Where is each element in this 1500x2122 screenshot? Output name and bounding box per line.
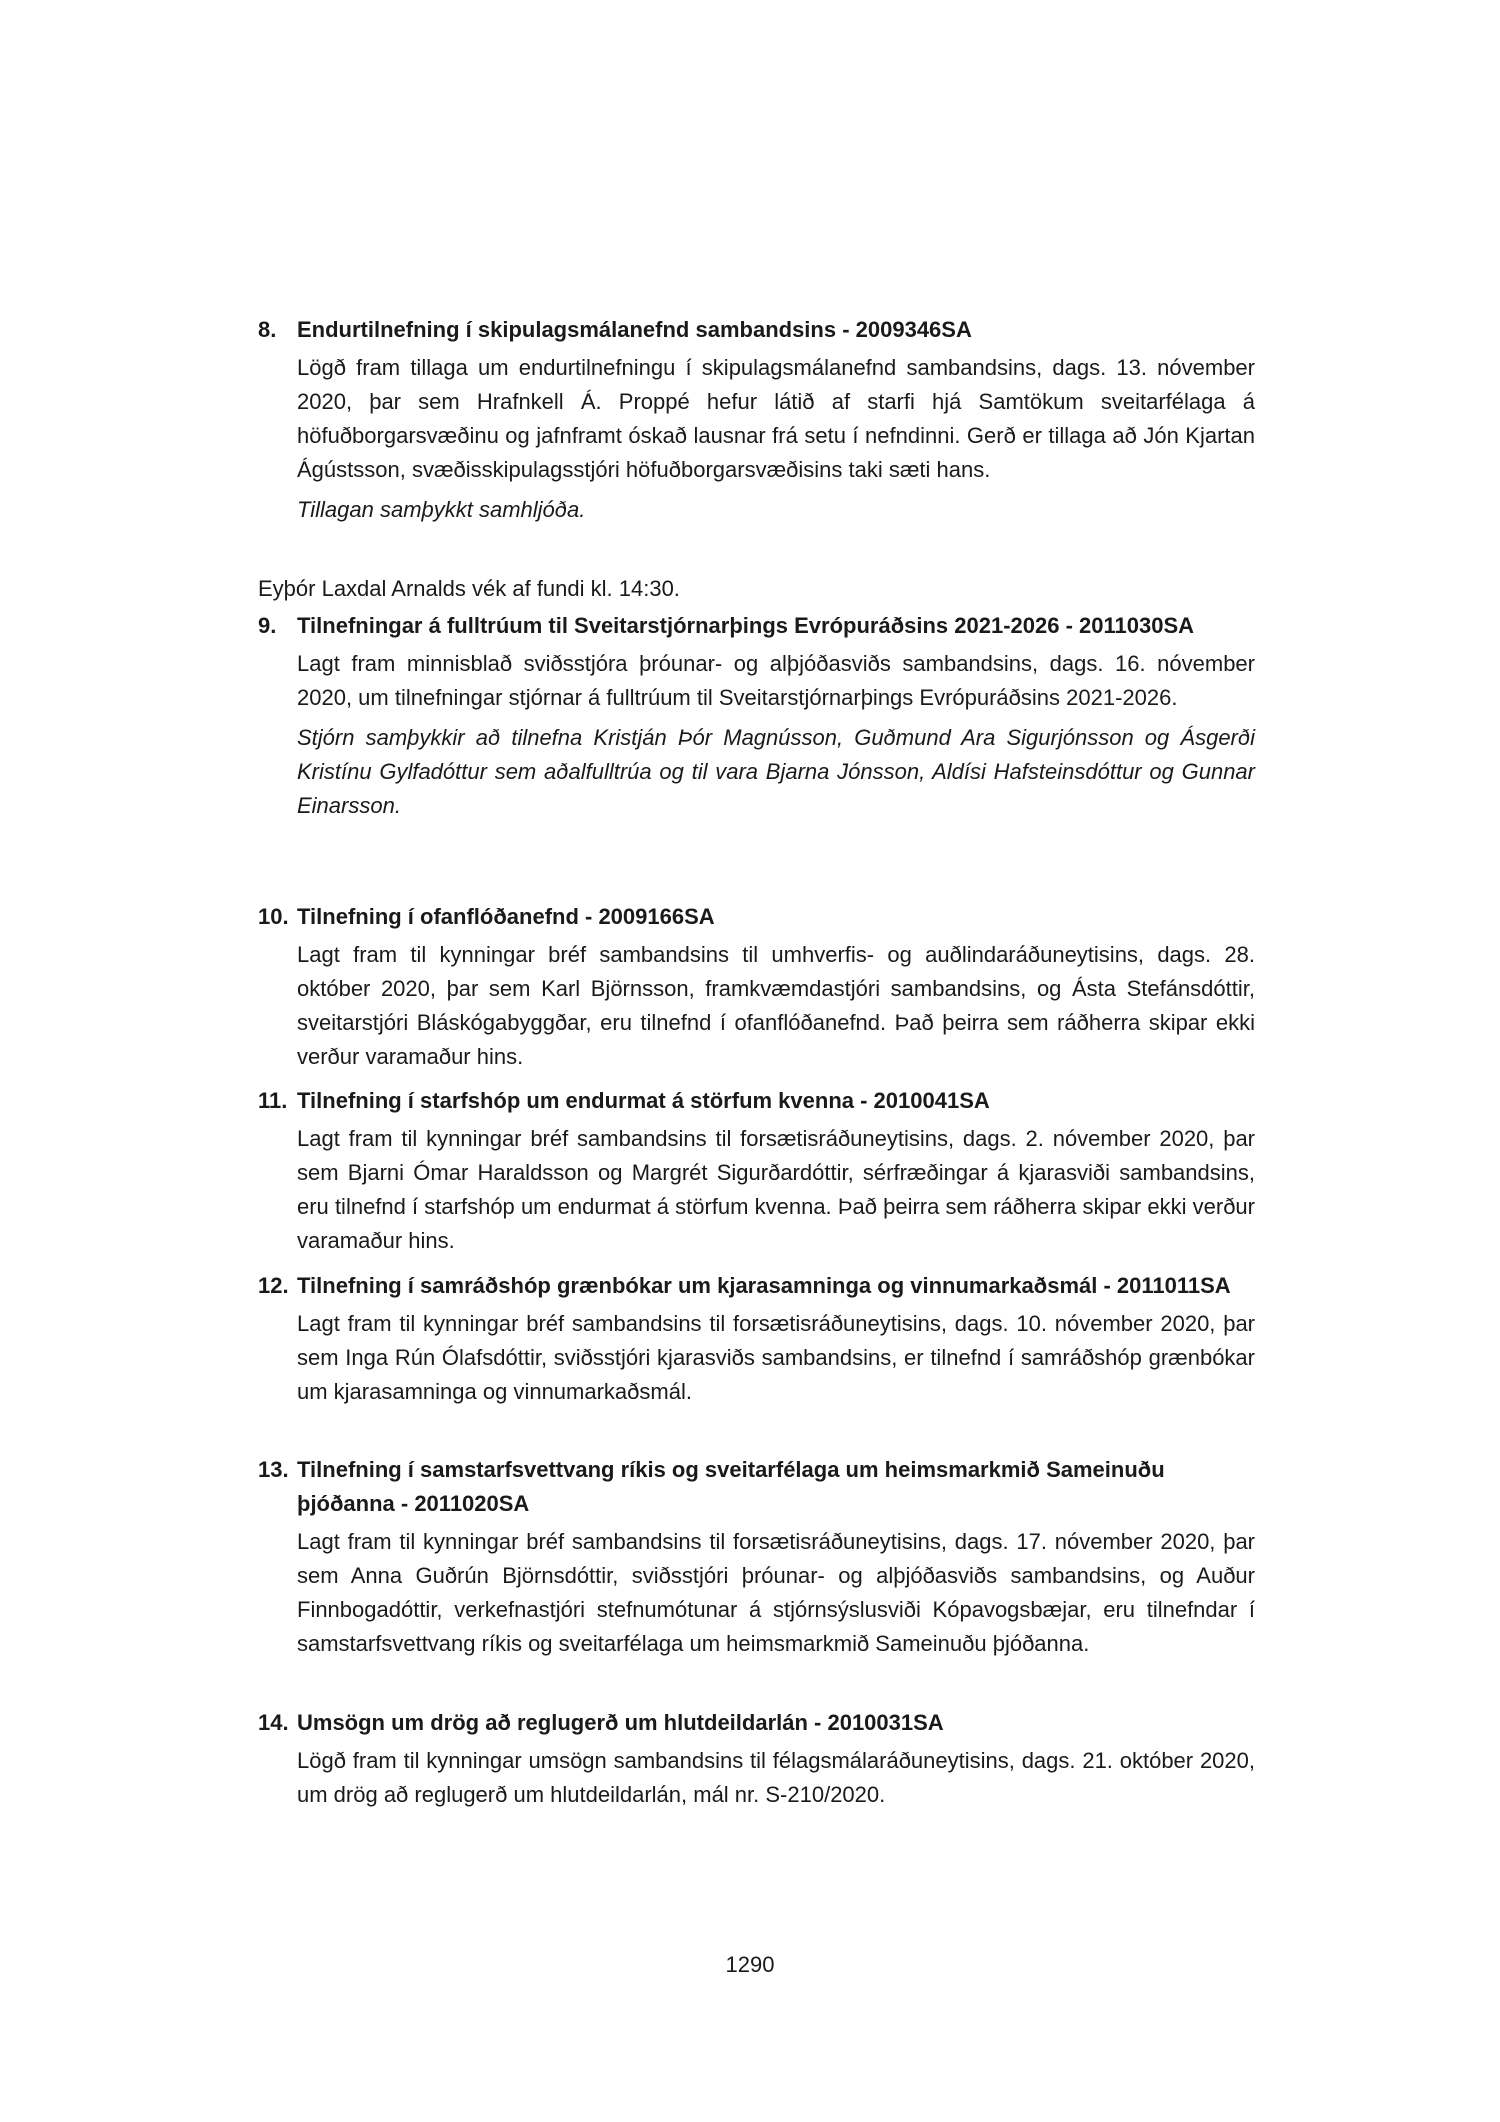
agenda-item-10 — [258, 900, 1255, 1074]
item-title: Tilnefning í samstarfsvettvang ríkis og sveitarfélaga um heimsmarkmið Sameinuðu þjóðanna - 2011020SA — [297, 1457, 1165, 1516]
item-text: Lagt fram til kynningar bréf sambandsins til umhverfis- og auðlindaráðuneytisins, dags. 28. október 2020, þar sem Karl Björnsson, framkvæmdastjóri sambandsins, og Ásta Stefánsdóttir, sveitarstjóri Bláskógabyggðar, eru tilnefnd í ofanflóðanefnd. Það þeirra sem ráðherra skipar ekki verður varamaður hins. — [297, 942, 1255, 1069]
item-number: 10. — [258, 904, 289, 929]
item-title: Tilnefning í samráðshóp grænbókar um kjarasamninga og vinnumarkaðsmál - 2011011SA — [297, 1273, 1231, 1298]
agenda-item-12 — [258, 1269, 1255, 1409]
item-number: 12. — [258, 1273, 289, 1298]
item-title: Umsögn um drög að reglugerð um hlutdeildarlán - 2010031SA — [297, 1710, 944, 1735]
item-number: 14. — [258, 1710, 289, 1735]
item-number: 8. — [258, 317, 277, 342]
item-title: Tilnefning í ofanflóðanefnd - 2009166SA — [297, 904, 715, 929]
item-text: Lagt fram til kynningar bréf sambandsins til forsætisráðuneytisins, dags. 10. nóvember 2020, þar sem Inga Rún Ólafsdóttir, sviðsstjóri kjarasviðs sambandsins, er tilnefnd í samráðshóp grænbókar um kjarasamninga og vinnumarkaðsmál. — [297, 1311, 1255, 1404]
item-text: Lagt fram minnisblað sviðsstjóra þróunar- og alþjóðasviðs sambandsins, dags. 16. nóvember 2020, um tilnefningar stjórnar á fulltrúum til Sveitarstjórnarþings Evrópuráðsins 2021-2026. — [297, 651, 1255, 710]
page-number: 1290 — [725, 1952, 775, 1977]
agenda-item-11 — [258, 1084, 1255, 1258]
item-text: Lögð fram tillaga um endurtilnefningu í skipulagsmálanefnd sambandsins, dags. 13. nóvember 2020, þar sem Hrafnkell Á. Proppé hefur látið af starfi hjá Samtökum sveitarfélaga á höfuðborgarsvæðinu og jafnframt óskað lausnar frá setu í nefndinni. Gerð er tillaga að Jón Kjartan Ágústsson, svæðisskipulagsstjóri höfuðborgarsvæðisins taki sæti hans. — [297, 355, 1255, 482]
item-decision: Tillagan samþykkt samhljóða. — [297, 497, 586, 522]
item-decision: Stjórn samþykkir að tilnefna Kristján Þór Magnússon, Guðmund Ara Sigurjónsson og Ásgerði Kristínu Gylfadóttur sem aðalfulltrúa og til vara Bjarna Jónsson, Aldísi Hafsteinsdóttur og Gunnar Einarsson. — [297, 725, 1255, 818]
item-text: Lögð fram til kynningar umsögn sambandsins til félagsmálaráðuneytisins, dags. 21. október 2020, um drög að reglugerð um hlutdeildarlán, mál nr. S-210/2020. — [297, 1748, 1255, 1807]
item-text: Lagt fram til kynningar bréf sambandsins til forsætisráðuneytisins, dags. 17. nóvember 2020, þar sem Anna Guðrún Björnsdóttir, sviðsstjóri þróunar- og alþjóðasviðs sambandsins, og Auður Finnbogadóttir, verkefnastjóri stefnumótunar á stjórnsýslusviði Kópavogsbæjar, eru tilnefndar í samstarfsvettvang ríkis og sveitarfélaga um heimsmarkmið Sameinuðu þjóðanna. — [297, 1529, 1255, 1656]
agenda-item-9 — [258, 609, 1255, 823]
item-title: Tilnefning í starfshóp um endurmat á störfum kvenna - 2010041SA — [297, 1088, 990, 1113]
item-text: Lagt fram til kynningar bréf sambandsins til forsætisráðuneytisins, dags. 2. nóvember 2020, þar sem Bjarni Ómar Haraldsson og Margrét Sigurðardóttir, sérfræðingar á kjarasviði sambandsins, eru tilnefnd í starfshóp um endurmat á störfum kvenna. Það þeirra sem ráðherra skipar ekki verður varamaður hins. — [297, 1126, 1255, 1253]
item-title: Tilnefningar á fulltrúum til Sveitarstjórnarþings Evrópuráðsins 2021-2026 - 2011030SA — [297, 613, 1195, 638]
agenda-item-13 — [258, 1453, 1255, 1661]
agenda-item-8 — [258, 313, 1255, 527]
item-number: 11. — [258, 1088, 288, 1113]
attendance-note: Eyþór Laxdal Arnalds vék af fundi kl. 14:30. — [258, 576, 680, 601]
item-number: 9. — [258, 613, 277, 638]
item-title: Endurtilnefning í skipulagsmálanefnd sambandsins - 2009346SA — [297, 317, 972, 342]
item-number: 13. — [258, 1457, 289, 1482]
agenda-item-14 — [258, 1706, 1255, 1812]
